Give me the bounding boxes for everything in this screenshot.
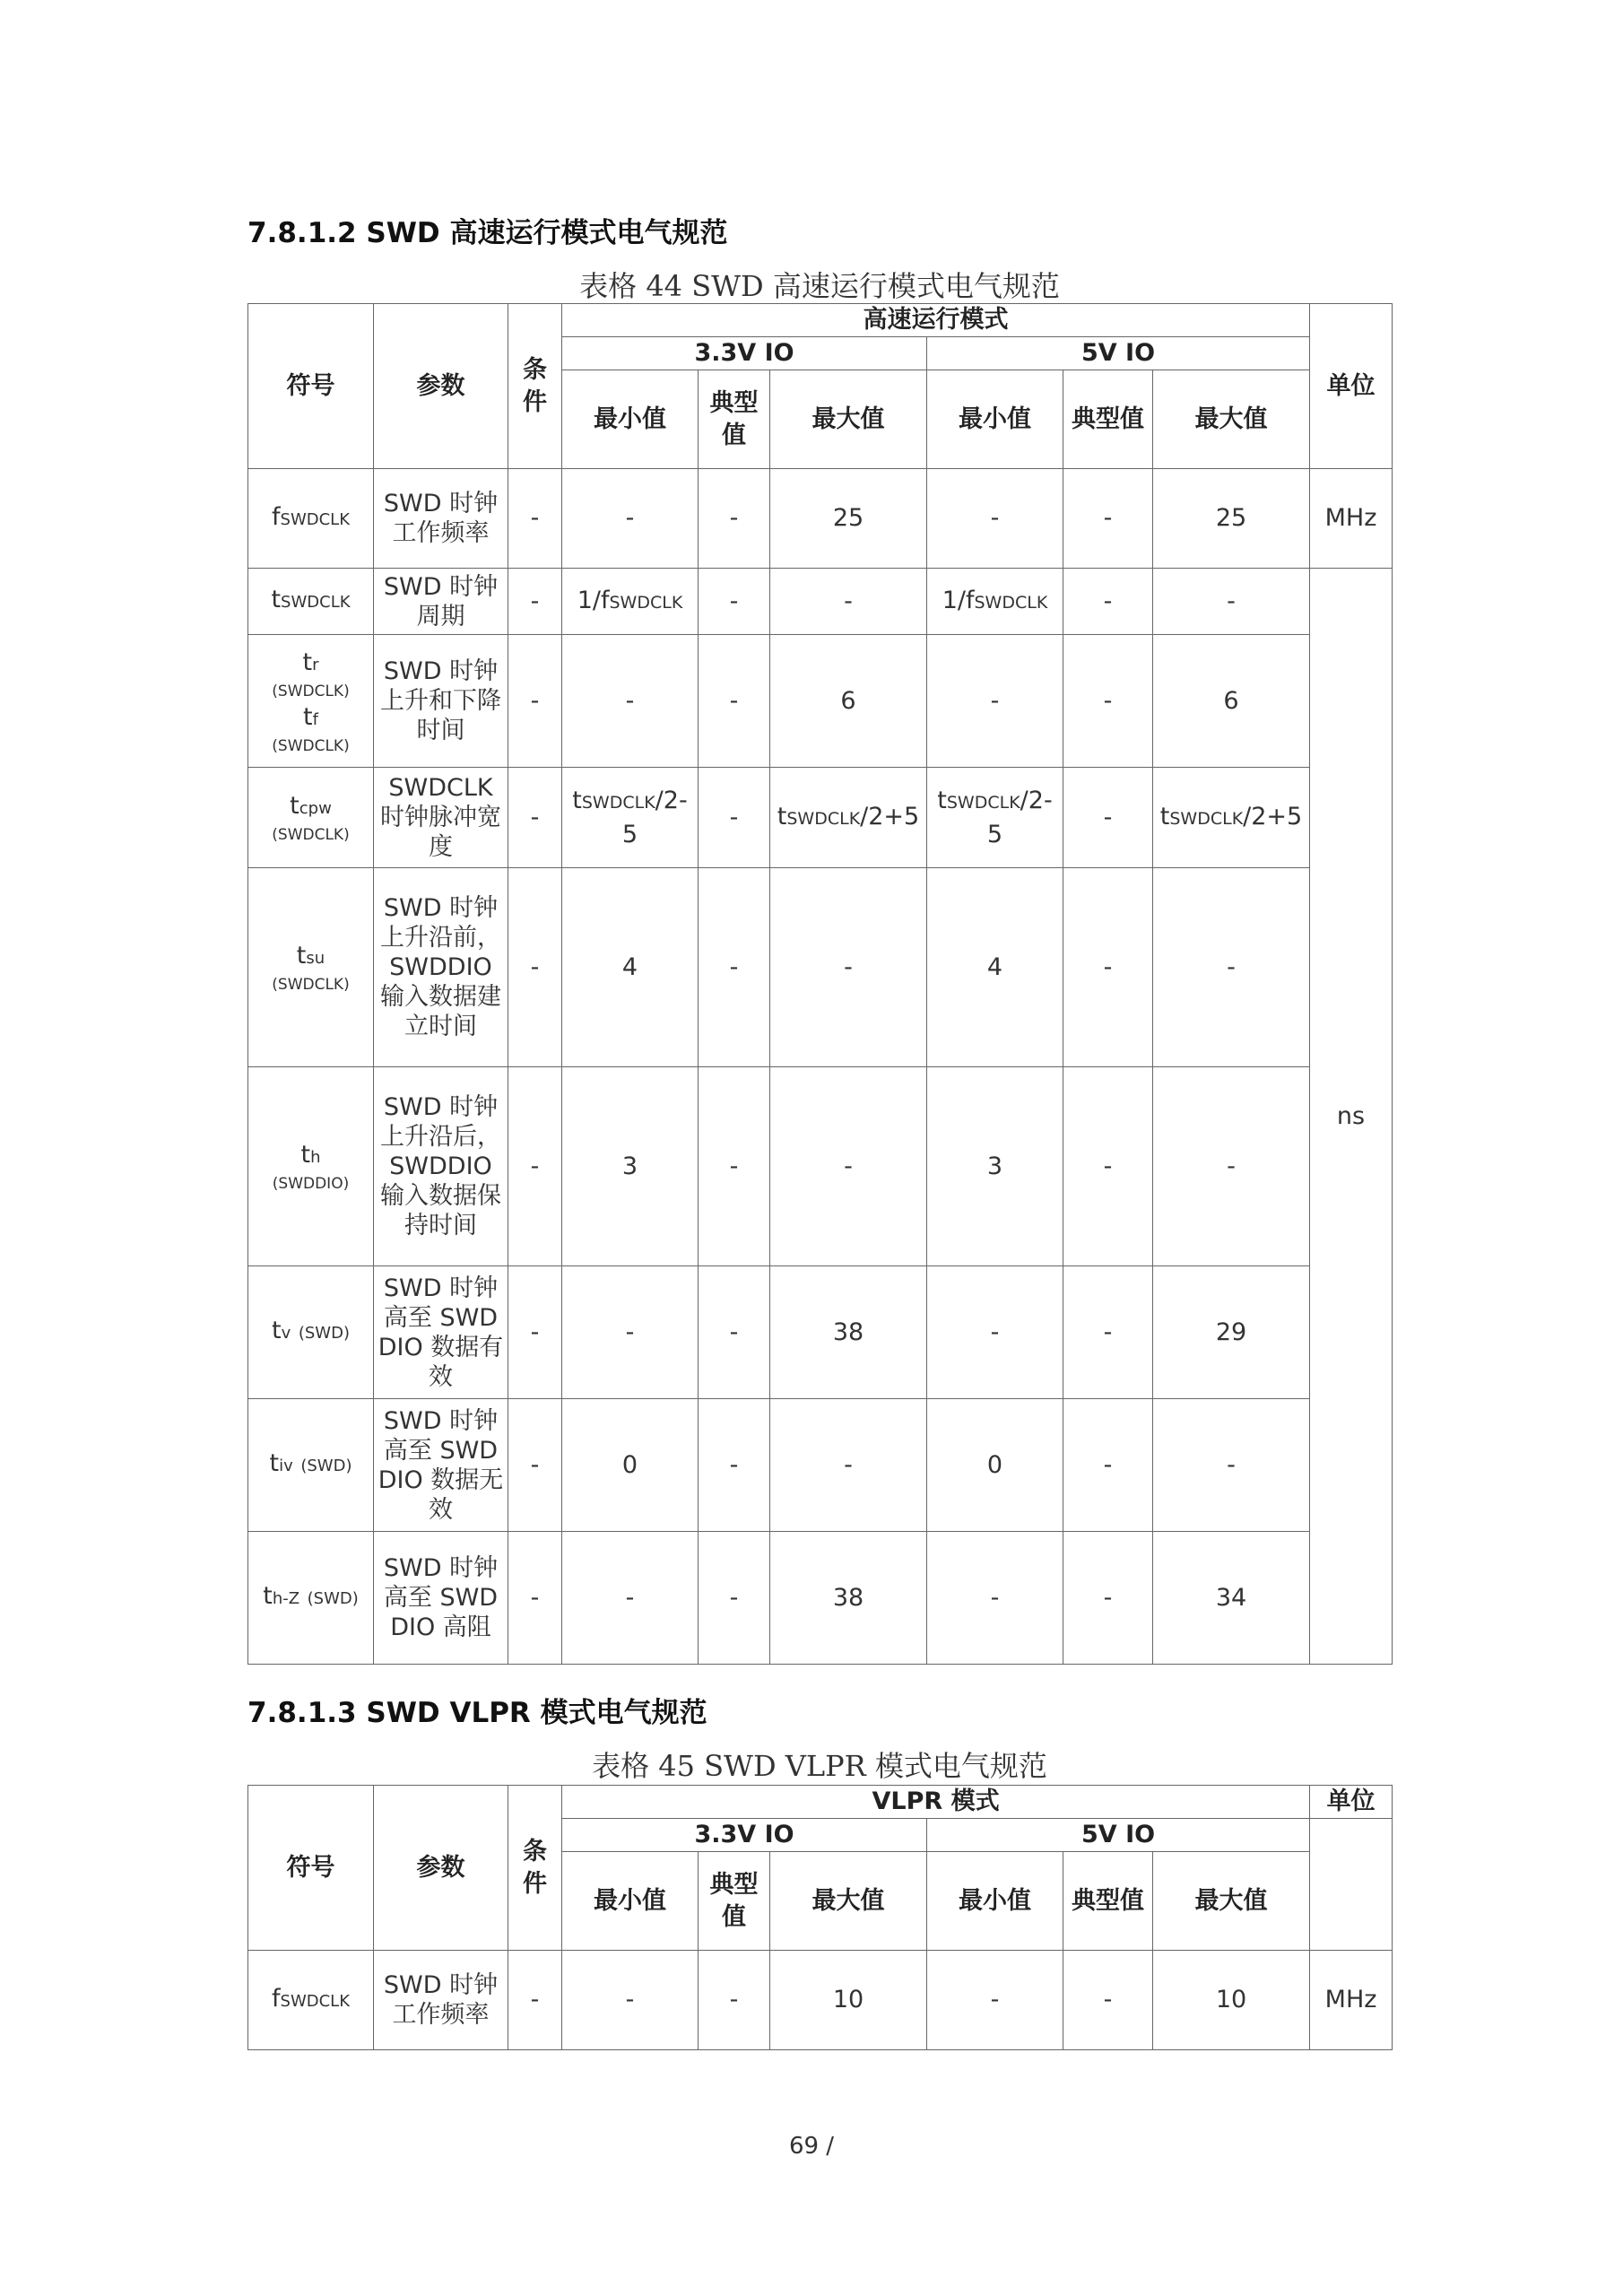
min33-cell: tSWDCLK/2-5 (562, 768, 699, 868)
max5-cell: - (1153, 569, 1310, 635)
cond-cell: - (508, 635, 562, 768)
min5-cell: - (927, 1532, 1063, 1665)
section-heading-swd-vlpr: 7.8.1.3 SWD VLPR 模式电气规范 (247, 1697, 707, 1729)
cond-cell: - (508, 1266, 562, 1399)
min5-cell: 1/fSWDCLK (927, 569, 1063, 635)
param-cell: SWD 时钟上升和下降时间 (374, 635, 508, 768)
header-min-33: 最小值 (562, 370, 699, 469)
page-number: 69 / (788, 2133, 835, 2160)
max33-cell: 10 (770, 1951, 927, 2050)
header-typ-33: 典型值 (699, 1852, 770, 1951)
header-min-5: 最小值 (927, 1852, 1063, 1951)
typ33-cell: - (699, 1951, 770, 2050)
param-cell: SWD 时钟高至 SWDDIO 高阻 (374, 1532, 508, 1665)
header-mode: 高速运行模式 (562, 304, 1310, 337)
typ5-cell: - (1063, 768, 1153, 868)
max33-cell: - (770, 569, 927, 635)
header-max-5: 最大值 (1153, 1852, 1310, 1951)
min5-cell: 0 (927, 1399, 1063, 1532)
param-cell: SWD 时钟周期 (374, 569, 508, 635)
table-45 (247, 1785, 1393, 2050)
max5-cell: - (1153, 1067, 1310, 1266)
header-symbol: 符号 (248, 1786, 374, 1951)
max5-cell: 29 (1153, 1266, 1310, 1399)
typ5-cell: - (1063, 469, 1153, 569)
typ5-cell: - (1063, 635, 1153, 768)
table-row (248, 1951, 1393, 2050)
typ5-cell: - (1063, 1399, 1153, 1532)
table-row (248, 469, 1393, 569)
unit-cell: MHz (1310, 469, 1393, 569)
max33-cell: - (770, 1067, 927, 1266)
header-typ-33: 典型值 (699, 370, 770, 469)
header-io5: 5V IO (927, 1819, 1310, 1852)
table-44 (247, 303, 1393, 1665)
typ5-cell: - (1063, 1067, 1153, 1266)
param-cell: SWDCLK 时钟脉冲宽度 (374, 768, 508, 868)
typ33-cell: - (699, 1399, 770, 1532)
max5-cell: tSWDCLK/2+5 (1153, 768, 1310, 868)
header-typ-5: 典型值 (1063, 370, 1153, 469)
min5-cell: - (927, 635, 1063, 768)
header-max-33: 最大值 (770, 370, 927, 469)
max5-cell: - (1153, 868, 1310, 1067)
table-row (248, 569, 1393, 635)
min33-cell: - (562, 469, 699, 569)
section-heading-swd-high-speed: 7.8.1.2 SWD 高速运行模式电气规范 (247, 217, 728, 249)
max33-cell: - (770, 868, 927, 1067)
min33-cell: - (562, 1951, 699, 2050)
symbol-cell: tv (SWD) (248, 1266, 374, 1399)
min33-cell: 1/fSWDCLK (562, 569, 699, 635)
typ33-cell: - (699, 868, 770, 1067)
table-row (248, 768, 1393, 868)
table-row (248, 1067, 1393, 1266)
max33-cell: 25 (770, 469, 927, 569)
header-unit: 单位 (1310, 304, 1393, 469)
max33-cell: 38 (770, 1532, 927, 1665)
header-typ-5: 典型值 (1063, 1852, 1153, 1951)
cond-cell: - (508, 1951, 562, 2050)
header-cond: 条件 (508, 304, 562, 469)
param-cell: SWD 时钟上升沿前，SWDDIO 输入数据建立时间 (374, 868, 508, 1067)
header-mode: VLPR 模式 (562, 1786, 1310, 1819)
table-row (248, 1532, 1393, 1665)
typ33-cell: - (699, 569, 770, 635)
cond-cell: - (508, 868, 562, 1067)
symbol-cell: fSWDCLK (248, 1951, 374, 2050)
typ5-cell: - (1063, 1951, 1153, 2050)
max5-cell: - (1153, 1399, 1310, 1532)
max5-cell: 34 (1153, 1532, 1310, 1665)
param-cell: SWD 时钟高至 SWDDIO 数据无效 (374, 1399, 508, 1532)
typ5-cell: - (1063, 1266, 1153, 1399)
header-max-5: 最大值 (1153, 370, 1310, 469)
min33-cell: - (562, 635, 699, 768)
max33-cell: 6 (770, 635, 927, 768)
symbol-cell: tiv (SWD) (248, 1399, 374, 1532)
min33-cell: 4 (562, 868, 699, 1067)
table-row (248, 1266, 1393, 1399)
unit-cell: MHz (1310, 1951, 1393, 2050)
header-max-33: 最大值 (770, 1852, 927, 1951)
symbol-cell: th-Z (SWD) (248, 1532, 374, 1665)
symbol-cell: fSWDCLK (248, 469, 374, 569)
typ33-cell: - (699, 469, 770, 569)
param-cell: SWD 时钟工作频率 (374, 1951, 508, 2050)
header-param: 参数 (374, 1786, 508, 1951)
cond-cell: - (508, 1067, 562, 1266)
typ33-cell: - (699, 1532, 770, 1665)
symbol-cell: tcpw (SWDCLK) (248, 768, 374, 868)
typ33-cell: - (699, 768, 770, 868)
header-unit: 单位 (1310, 1786, 1393, 1819)
cond-cell: - (508, 569, 562, 635)
max5-cell: 25 (1153, 469, 1310, 569)
table-row (248, 1399, 1393, 1532)
table-row (248, 868, 1393, 1067)
typ5-cell: - (1063, 569, 1153, 635)
min33-cell: 0 (562, 1399, 699, 1532)
cond-cell: - (508, 469, 562, 569)
min5-cell: 4 (927, 868, 1063, 1067)
symbol-cell: tsu (SWDCLK) (248, 868, 374, 1067)
typ33-cell: - (699, 1266, 770, 1399)
unit-cell-ns: ns (1310, 569, 1393, 1665)
table-45-caption: 表格 45 SWD VLPR 模式电气规范 (592, 1749, 1047, 1783)
cond-cell: - (508, 768, 562, 868)
symbol-cell: tSWDCLK (248, 569, 374, 635)
param-cell: SWD 时钟上升沿后，SWDDIO 输入数据保持时间 (374, 1067, 508, 1266)
param-cell: SWD 时钟工作频率 (374, 469, 508, 569)
min5-cell: - (927, 1266, 1063, 1399)
header-param: 参数 (374, 304, 508, 469)
typ5-cell: - (1063, 1532, 1153, 1665)
header-cond: 条件 (508, 1786, 562, 1951)
max33-cell: tSWDCLK/2+5 (770, 768, 927, 868)
max33-cell: - (770, 1399, 927, 1532)
param-cell: SWD 时钟高至 SWDDIO 数据有效 (374, 1266, 508, 1399)
typ33-cell: - (699, 635, 770, 768)
max5-cell: 10 (1153, 1951, 1310, 2050)
header-io5: 5V IO (927, 337, 1310, 370)
symbol-cell: tr (SWDCLK) tf (SWDCLK) (248, 635, 374, 768)
min5-cell: - (927, 1951, 1063, 2050)
typ33-cell: - (699, 1067, 770, 1266)
header-symbol: 符号 (248, 304, 374, 469)
typ5-cell: - (1063, 868, 1153, 1067)
min5-cell: - (927, 469, 1063, 569)
max33-cell: 38 (770, 1266, 927, 1399)
min33-cell: 3 (562, 1067, 699, 1266)
header-min-33: 最小值 (562, 1852, 699, 1951)
min33-cell: - (562, 1266, 699, 1399)
min5-cell: 3 (927, 1067, 1063, 1266)
header-min-5: 最小值 (927, 370, 1063, 469)
table-44-caption: 表格 44 SWD 高速运行模式电气规范 (579, 269, 1060, 303)
header-unit-blank (1310, 1819, 1393, 1951)
min33-cell: - (562, 1532, 699, 1665)
cond-cell: - (508, 1532, 562, 1665)
table-row (248, 635, 1393, 768)
header-io33: 3.3V IO (562, 1819, 927, 1852)
symbol-cell: th (SWDDIO) (248, 1067, 374, 1266)
max5-cell: 6 (1153, 635, 1310, 768)
header-io33: 3.3V IO (562, 337, 927, 370)
cond-cell: - (508, 1399, 562, 1532)
min5-cell: tSWDCLK/2-5 (927, 768, 1063, 868)
